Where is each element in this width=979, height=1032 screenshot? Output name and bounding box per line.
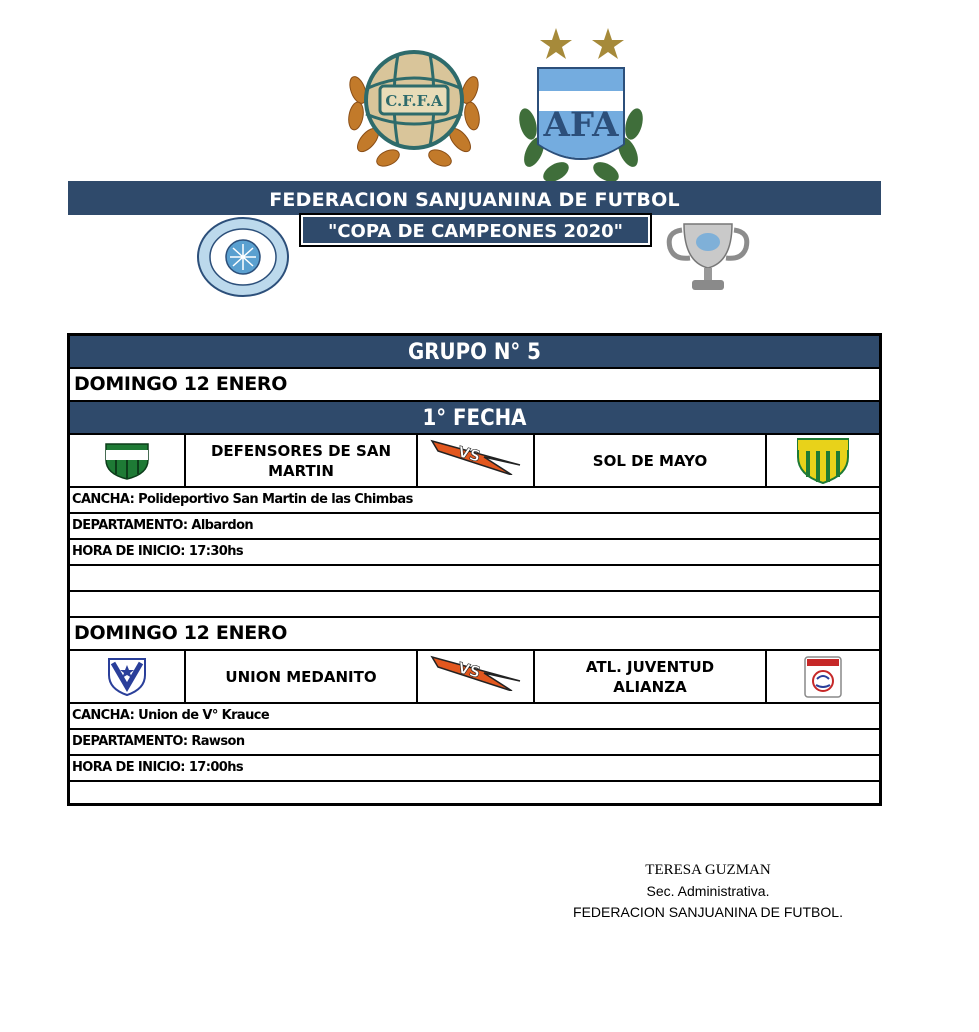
match-1-date: DOMINGO 12 ENERO [70,369,879,402]
fixture-table [67,333,882,806]
match-1-away-team: SOL DE MAYO [535,435,767,486]
match-1-departamento: DEPARTAMENTO: Albardon [70,514,879,540]
afa-logo [512,24,650,184]
match-2-hora: HORA DE INICIO: 17:00hs [70,756,879,782]
signature-org: FEDERACION SANJUANINA DE FUTBOL. [573,904,843,920]
svg-text:VS: VS [455,442,482,466]
svg-text:C.F.F.A: C.F.F.A [385,92,443,110]
union-medanito-logo [70,651,186,702]
match-1-teams [70,435,879,488]
match-2-vs-icon [418,651,535,702]
match-2-cancha: CANCHA: Union de V° Krauce [70,704,879,730]
defensores-logo [70,435,186,486]
signature-role: Sec. Administrativa. [646,883,770,899]
match-1-vs-icon [418,435,535,486]
match-2-home-team: UNION MEDANITO [186,651,418,702]
blank-row [70,592,879,618]
svg-text:VS: VS [455,658,482,682]
blank-row [70,782,879,803]
match-2-departamento: DEPARTAMENTO: Rawson [70,730,879,756]
signature-name: TERESA GUZMAN [645,862,771,878]
cffa-logo [338,28,490,180]
juventud-alianza-logo [767,651,879,702]
sol-de-mayo-logo [767,435,879,486]
blank-row [70,566,879,592]
trophy-icon [664,216,752,298]
match-1-home-team: DEFENSORES DE SAN MARTIN [186,435,418,486]
match-2-away-team: ATL. JUVENTUD ALIANZA [535,651,767,702]
match-1-cancha: CANCHA: Polideportivo San Martin de las Chimbas [70,488,879,514]
match-1-hora: HORA DE INICIO: 17:30hs [70,540,879,566]
match-2-date: DOMINGO 12 ENERO [70,618,879,651]
match-2-teams [70,651,879,704]
federation-title: FEDERACION SANJUANINA DE FUTBOL [68,181,881,215]
federation-seal-logo [196,216,290,298]
svg-text:AFA: AFA [543,105,619,145]
signature-block [548,860,868,923]
round-title: 1° FECHA [70,402,879,435]
tournament-title: "COPA DE CAMPEONES 2020" [301,215,650,245]
group-title: GRUPO N° 5 [70,336,879,369]
